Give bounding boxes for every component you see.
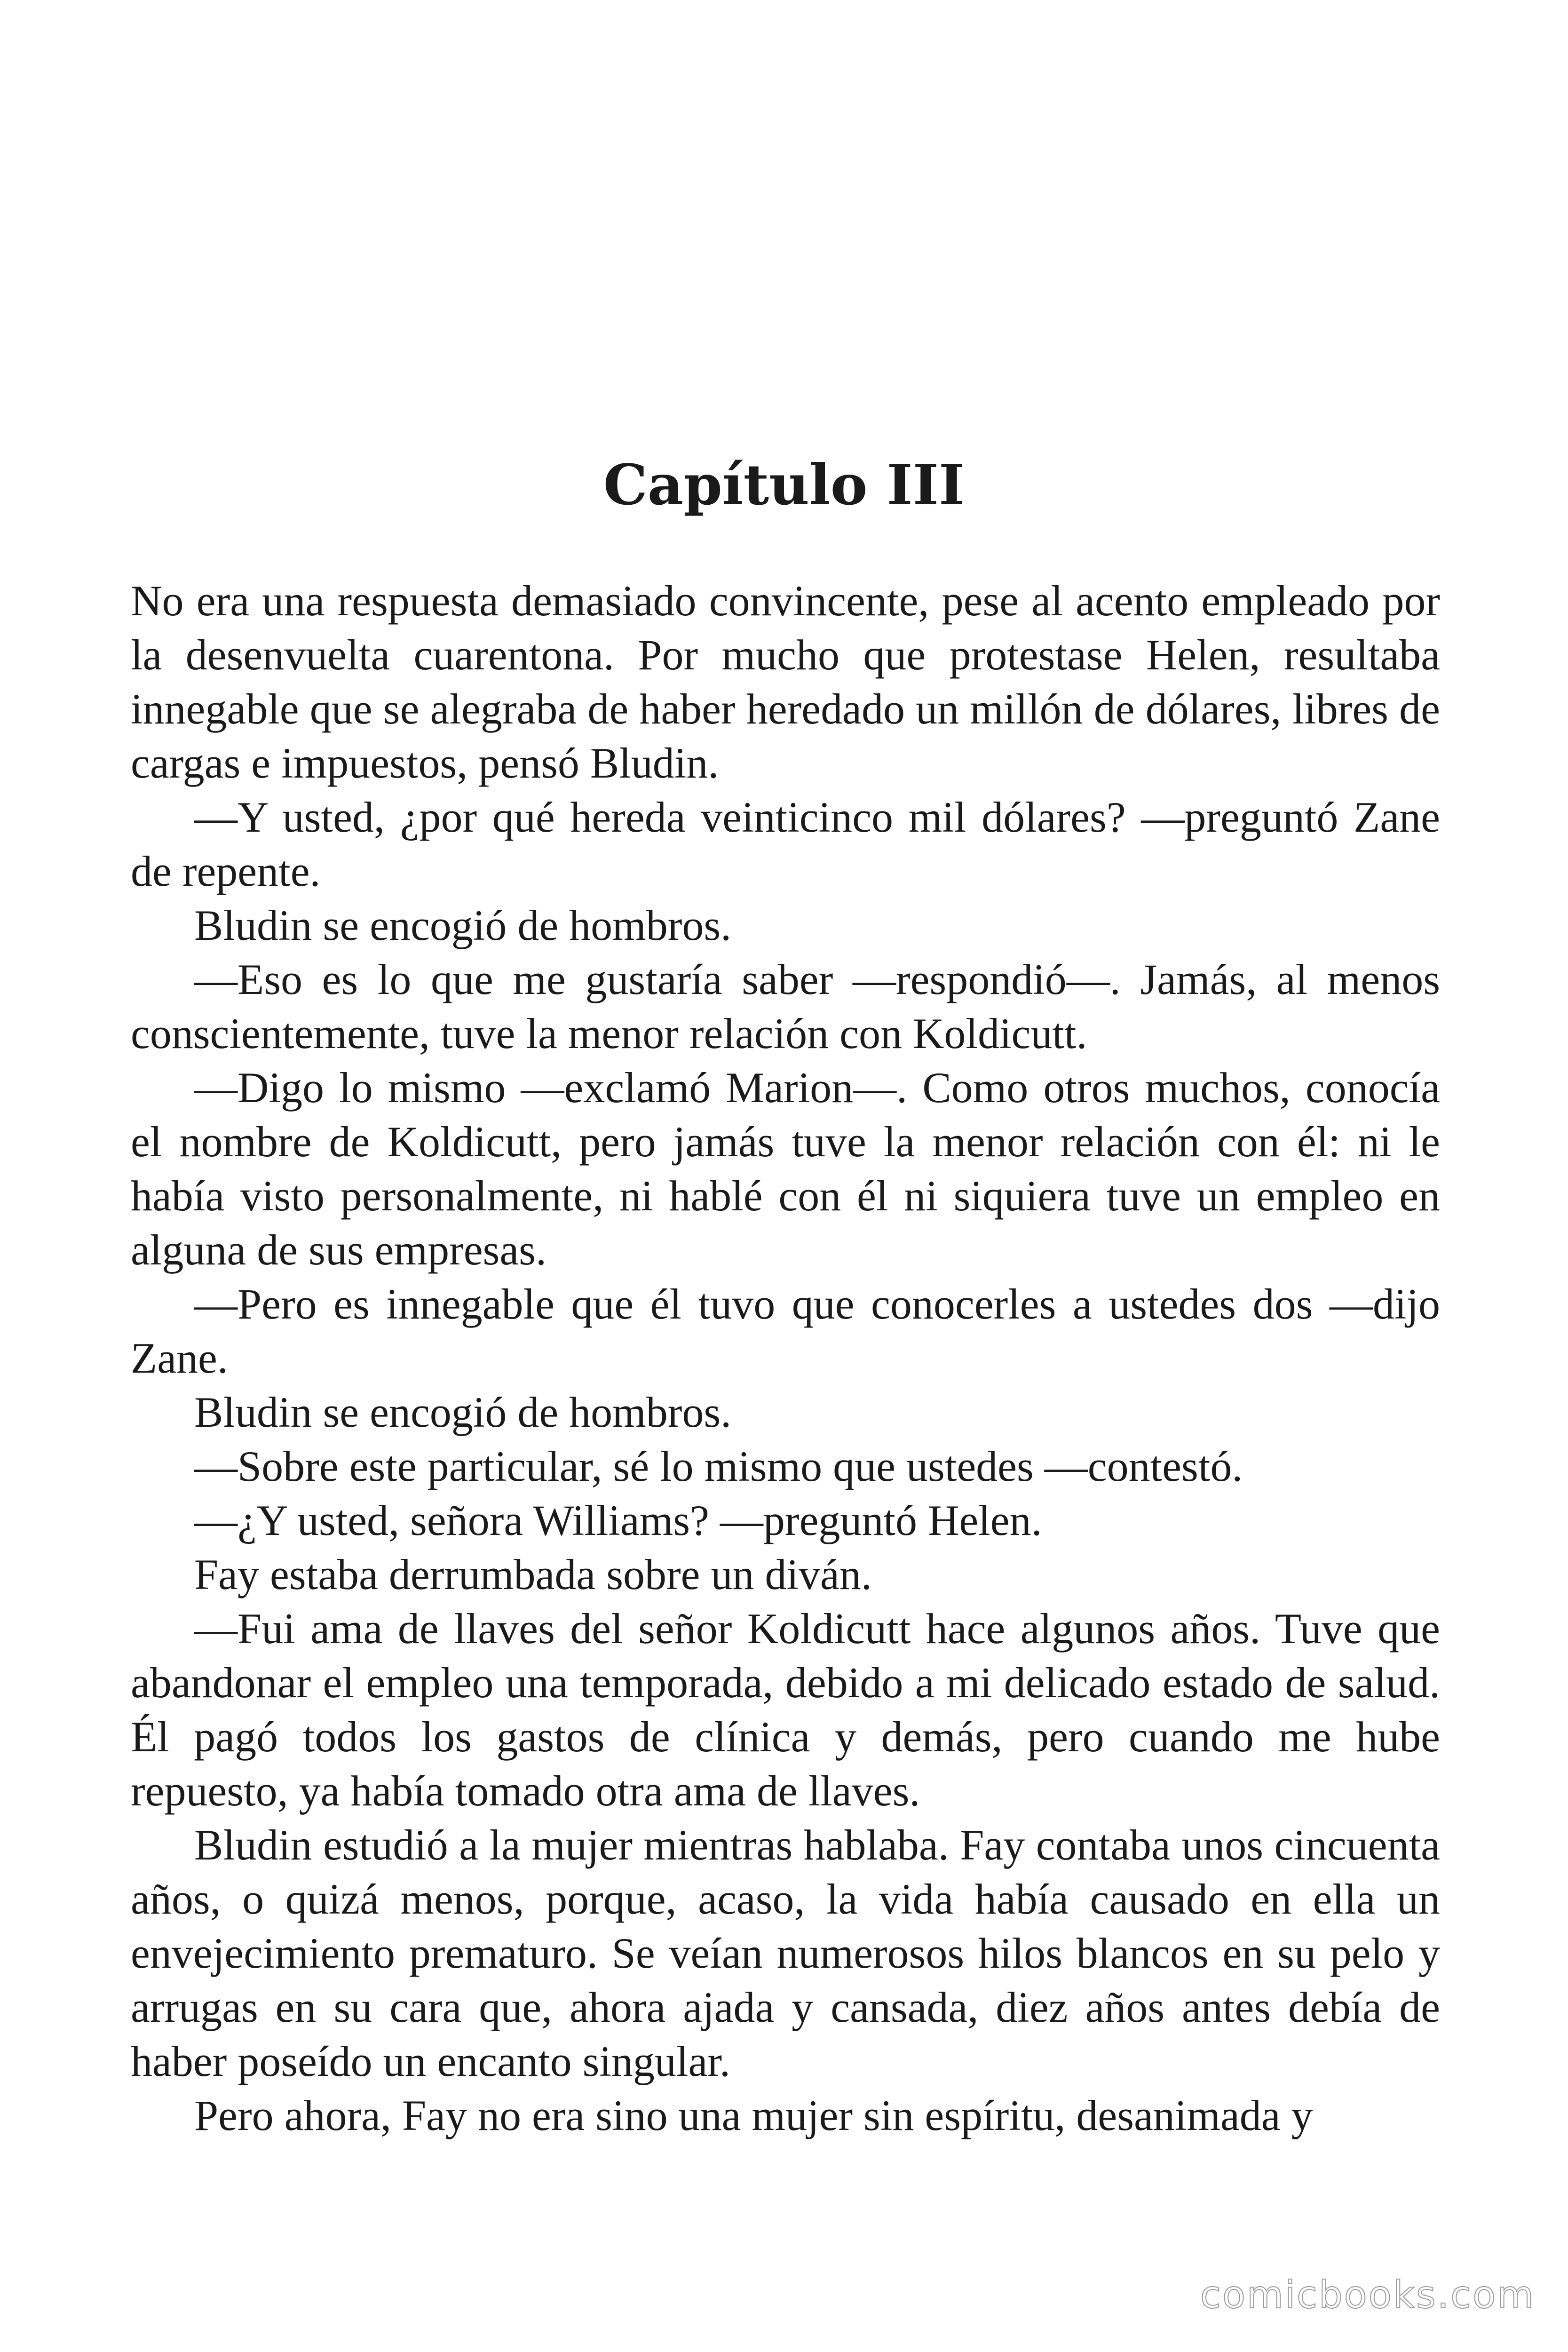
paragraph: Pero ahora, Fay no era sino una mujer sin espíritu, desanimada y — [194, 2091, 1313, 2139]
paragraph: —Sobre este particular, sé lo mismo que ustedes —contestó. — [194, 1442, 1243, 1490]
chapter-title: Capítulo III — [603, 452, 965, 517]
watermark: comicbooks.com — [1200, 2273, 1535, 2317]
paragraph: Bludin se encogió de hombros. — [194, 1388, 732, 1436]
paragraph: Bludin estudió a la mujer mientras hablaba. Fay contaba unos cincuenta años, o quizá menos, porque, acaso, la vida había causado en ella un envejecimiento prematuro. Se veían numerosos hilos blancos en su pelo y arrugas en su cara que, ahora ajada y cansada, diez años antes debía de haber poseído un encanto singular. — [131, 1821, 1440, 2085]
paragraph: No era una respuesta demasiado convincente, pese al acento empleado por la desenvuelta cuarentona. Por mucho que protestase Helen, resultaba innegable que se alegraba de haber heredado un millón de dólares, libres de cargas e impuestos, pensó Bludin. — [131, 577, 1440, 787]
paragraph: —¿Y usted, señora Williams? —preguntó Helen. — [194, 1496, 1042, 1544]
paragraph: Bludin se encogió de hombros. — [194, 901, 732, 949]
paragraph: —Y usted, ¿por qué hereda veinticinco mil dólares? —preguntó Zane de repente. — [131, 793, 1440, 895]
paragraph: —Eso es lo que me gustaría saber —respondió—. Jamás, al menos conscientemente, tuve la menor relación con Koldicutt. — [131, 955, 1440, 1057]
paragraph: —Fui ama de llaves del señor Koldicutt hace algunos años. Tuve que abandonar el empleo una temporada, debido a mi delicado estado de salud. Él pagó todos los gastos de clínica y demás, pero cuando me hube repuesto, ya había tomado otra ama de llaves. — [131, 1605, 1440, 1815]
paragraph: —Digo lo mismo —exclamó Marion—. Como otros muchos, conocía el nombre de Koldicutt, pero jamás tuve la menor relación con él: ni le había visto personalmente, ni hablé con él ni siquiera tuve un empleo en alguna de sus empresas. — [131, 1064, 1440, 1274]
paragraph: —Pero es innegable que él tuvo que conocerles a ustedes dos —dijo Zane. — [131, 1280, 1440, 1382]
body-text — [131, 574, 1440, 2143]
paragraph: Fay estaba derrumbada sobre un diván. — [194, 1550, 872, 1598]
